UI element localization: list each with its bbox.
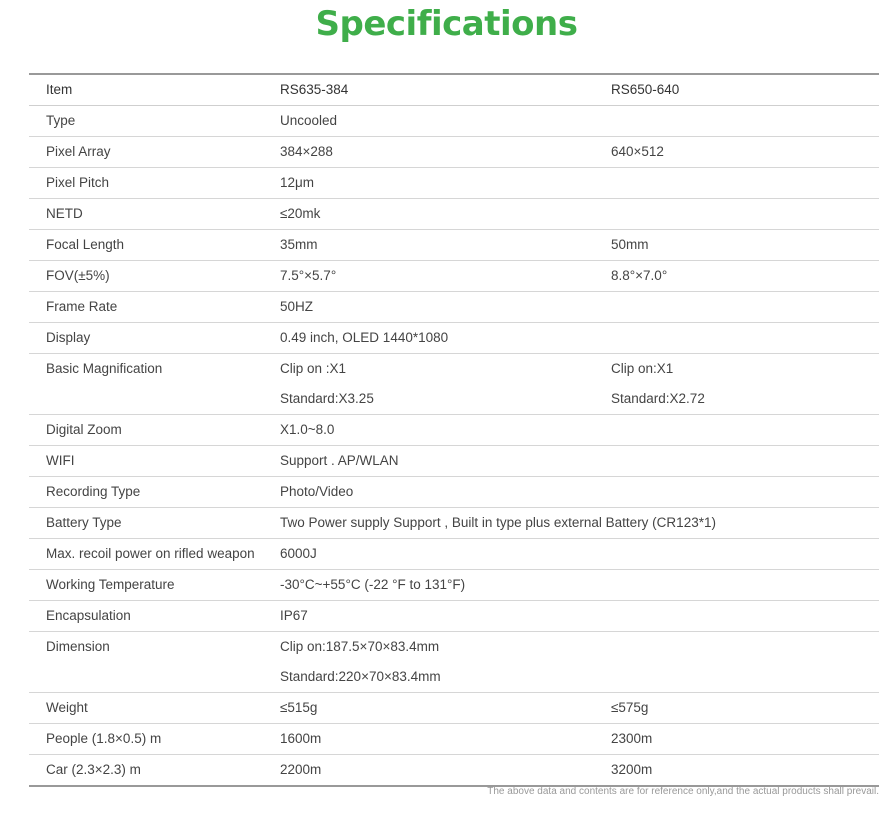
table-row bbox=[29, 601, 879, 632]
spec-value-model-2 bbox=[611, 168, 879, 198]
spec-label: Dimension bbox=[46, 639, 110, 654]
spec-label: Pixel Pitch bbox=[46, 175, 110, 190]
spec-label: Type bbox=[46, 113, 76, 128]
spec-label: Digital Zoom bbox=[46, 422, 122, 437]
spec-table bbox=[29, 73, 879, 787]
table-row bbox=[29, 137, 879, 168]
spec-value-model-1 bbox=[280, 508, 716, 538]
spec-value-model-2 bbox=[611, 724, 879, 754]
spec-value-line: Standard:X2.72 bbox=[611, 391, 705, 406]
table-row bbox=[29, 292, 879, 323]
spec-value-model-2 bbox=[611, 693, 879, 723]
spec-value-line: 35mm bbox=[280, 237, 318, 252]
spec-label: Display bbox=[46, 330, 91, 345]
table-row bbox=[29, 508, 879, 539]
spec-value-model-1 bbox=[280, 724, 611, 754]
spec-value-line: Two Power supply Support , Built in type plus external Battery (CR123*1) bbox=[280, 515, 716, 530]
table-row bbox=[29, 570, 879, 601]
spec-value-line: 384×288 bbox=[280, 144, 333, 159]
spec-value-model-2 bbox=[611, 601, 879, 631]
spec-value-model-1 bbox=[280, 137, 611, 167]
spec-value-line: Photo/Video bbox=[280, 484, 354, 499]
spec-value-model-1 bbox=[280, 292, 611, 322]
spec-label: People (1.8×0.5) m bbox=[46, 731, 162, 746]
spec-label: Car (2.3×2.3) m bbox=[46, 762, 141, 777]
spec-label: Encapsulation bbox=[46, 608, 131, 623]
spec-value-model-1 bbox=[280, 415, 611, 445]
spec-value-model-2 bbox=[611, 632, 879, 692]
spec-value-model-1 bbox=[280, 601, 611, 631]
spec-value-model-2 bbox=[611, 106, 879, 136]
table-row bbox=[29, 632, 879, 693]
table-row bbox=[29, 106, 879, 137]
spec-value-line: Support . AP/WLAN bbox=[280, 453, 399, 468]
spec-value-line: 2300m bbox=[611, 731, 653, 746]
table-header-row bbox=[29, 75, 879, 106]
spec-value-model-2 bbox=[611, 539, 879, 569]
table-row bbox=[29, 446, 879, 477]
header-model-2: RS650-640 bbox=[611, 82, 680, 97]
table-row bbox=[29, 477, 879, 508]
spec-label: Frame Rate bbox=[46, 299, 118, 314]
spec-label: Focal Length bbox=[46, 237, 125, 252]
spec-value-model-1 bbox=[280, 570, 611, 600]
spec-value-line: Standard:220×70×83.4mm bbox=[280, 669, 441, 684]
spec-value-model-2 bbox=[611, 446, 879, 476]
spec-value-line: 50HZ bbox=[280, 299, 314, 314]
spec-value-line: Standard:X3.25 bbox=[280, 391, 374, 406]
spec-value-line: Clip on:187.5×70×83.4mm bbox=[280, 639, 440, 654]
table-row bbox=[29, 261, 879, 292]
header-model-1: RS635-384 bbox=[280, 82, 349, 97]
spec-value-line: 3200m bbox=[611, 762, 653, 777]
table-row bbox=[29, 168, 879, 199]
spec-value-model-2 bbox=[611, 477, 879, 507]
spec-value-model-1 bbox=[280, 230, 611, 260]
table-row bbox=[29, 415, 879, 446]
spec-value-model-1 bbox=[280, 168, 611, 198]
spec-value-model-1 bbox=[280, 261, 611, 291]
spec-value-line: ≤575g bbox=[611, 700, 649, 715]
table-row bbox=[29, 693, 879, 724]
header-item: Item bbox=[46, 82, 73, 97]
spec-value-line: IP67 bbox=[280, 608, 308, 623]
spec-label: Battery Type bbox=[46, 515, 122, 530]
table-row bbox=[29, 323, 879, 354]
spec-value-line: ≤515g bbox=[280, 700, 318, 715]
spec-value-model-2 bbox=[611, 570, 879, 600]
spec-value-model-1 bbox=[280, 477, 611, 507]
spec-value-model-1 bbox=[280, 446, 611, 476]
spec-value-line: 640×512 bbox=[611, 144, 664, 159]
spec-value-model-1 bbox=[280, 632, 611, 692]
spec-value-model-1 bbox=[280, 354, 611, 414]
spec-value-model-1 bbox=[280, 106, 611, 136]
table-row bbox=[29, 230, 879, 261]
spec-value-model-2 bbox=[611, 199, 879, 229]
spec-value-model-1 bbox=[280, 693, 611, 723]
spec-value-line: Clip on:X1 bbox=[611, 361, 674, 376]
spec-value-line: X1.0~8.0 bbox=[280, 422, 335, 437]
spec-value-line: 12μm bbox=[280, 175, 315, 190]
table-row bbox=[29, 354, 879, 415]
spec-value-line: -30°C~+55°C (-22 °F to 131°F) bbox=[280, 577, 466, 592]
spec-value-model-2 bbox=[611, 230, 879, 260]
table-row bbox=[29, 755, 879, 785]
table-row bbox=[29, 199, 879, 230]
spec-value-model-2 bbox=[611, 261, 879, 291]
spec-value-line: 1600m bbox=[280, 731, 322, 746]
table-row bbox=[29, 539, 879, 570]
spec-value-model-2 bbox=[611, 292, 879, 322]
spec-label: NETD bbox=[46, 206, 83, 221]
spec-value-model-2 bbox=[611, 354, 879, 414]
spec-value-line: 7.5°×5.7° bbox=[280, 268, 337, 283]
spec-label: Max. recoil power on rifled weapon bbox=[46, 546, 255, 561]
spec-value-model-2 bbox=[611, 323, 879, 353]
spec-value-line: 6000J bbox=[280, 546, 317, 561]
spec-value-line: 8.8°×7.0° bbox=[611, 268, 668, 283]
spec-value-model-2 bbox=[611, 755, 879, 785]
spec-value-line: 2200m bbox=[280, 762, 322, 777]
spec-value-model-1 bbox=[280, 199, 611, 229]
spec-value-line: 50mm bbox=[611, 237, 649, 252]
spec-value-model-2 bbox=[611, 508, 879, 538]
table-row bbox=[29, 724, 879, 755]
spec-label: WIFI bbox=[46, 453, 75, 468]
footnote: The above data and contents are for reference only,and the actual products shall prevail. bbox=[487, 786, 879, 797]
spec-label: Working Temperature bbox=[46, 577, 175, 592]
spec-value-line: 0.49 inch, OLED 1440*1080 bbox=[280, 330, 449, 345]
spec-value-line: ≤20mk bbox=[280, 206, 321, 221]
spec-value-model-2 bbox=[611, 137, 879, 167]
spec-label: Pixel Array bbox=[46, 144, 111, 159]
spec-label: Basic Magnification bbox=[46, 361, 163, 376]
spec-value-model-1 bbox=[280, 323, 611, 353]
spec-value-model-1 bbox=[280, 539, 611, 569]
spec-value-line: Clip on :X1 bbox=[280, 361, 347, 376]
page-title: Specifications bbox=[315, 4, 578, 44]
spec-value-line: Uncooled bbox=[280, 113, 338, 128]
spec-value-model-2 bbox=[611, 415, 879, 445]
spec-value-model-1 bbox=[280, 755, 611, 785]
spec-label: Recording Type bbox=[46, 484, 141, 499]
spec-label: Weight bbox=[46, 700, 88, 715]
spec-label: FOV(±5%) bbox=[46, 268, 110, 283]
